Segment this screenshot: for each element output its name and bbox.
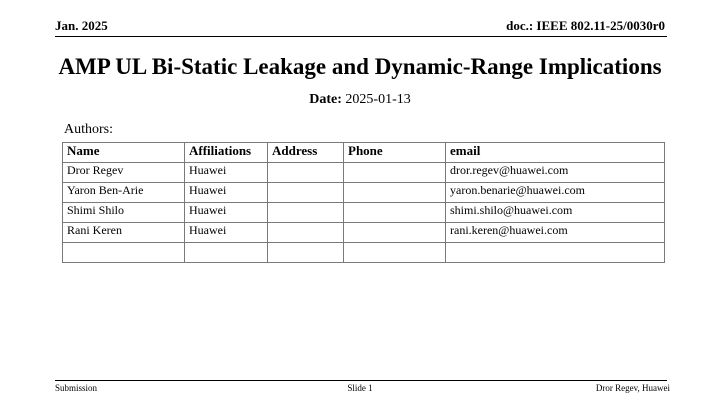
cell-name: Yaron Ben-Arie: [63, 183, 185, 203]
column-header-email: email: [446, 143, 665, 163]
cell-address: [268, 183, 344, 203]
cell-address: [268, 223, 344, 243]
cell-address: [268, 243, 344, 263]
cell-email: dror.regev@huawei.com: [446, 163, 665, 183]
cell-email: yaron.benarie@huawei.com: [446, 183, 665, 203]
cell-email: [446, 243, 665, 263]
cell-affiliation: Huawei: [185, 223, 268, 243]
column-header-name: Name: [63, 143, 185, 163]
authors-table: [62, 142, 665, 263]
header-date: Jan. 2025: [55, 18, 108, 33]
cell-name: Rani Keren: [63, 223, 185, 243]
table-row: [63, 203, 665, 223]
column-header-address: Address: [268, 143, 344, 163]
table-row: [63, 223, 665, 243]
cell-email: rani.keren@huawei.com: [446, 223, 665, 243]
table-row: [63, 163, 665, 183]
cell-address: [268, 203, 344, 223]
date-line: [0, 92, 720, 108]
column-header-phone: Phone: [344, 143, 446, 163]
footer-slide-number: Slide 1: [347, 383, 373, 393]
footer-divider: [55, 380, 667, 381]
cell-address: [268, 163, 344, 183]
slide-title: AMP UL Bi-Static Leakage and Dynamic-Range Implications: [58, 54, 662, 79]
cell-name: [63, 243, 185, 263]
cell-affiliation: [185, 243, 268, 263]
table-header-row: [63, 143, 665, 163]
date-label: Date:: [309, 92, 342, 107]
cell-phone: [344, 203, 446, 223]
footer-submission: Submission: [55, 383, 98, 393]
date-value: 2025-01-13: [345, 92, 411, 107]
cell-name: Shimi Shilo: [63, 203, 185, 223]
cell-phone: [344, 183, 446, 203]
authors-label: Authors:: [64, 122, 113, 137]
footer-author: Dror Regev, Huawei: [595, 383, 670, 393]
cell-affiliation: Huawei: [185, 163, 268, 183]
cell-affiliation: Huawei: [185, 203, 268, 223]
table-row: [63, 243, 665, 263]
column-header-affiliations: Affiliations: [185, 143, 268, 163]
cell-name: Dror Regev: [63, 163, 185, 183]
cell-phone: [344, 163, 446, 183]
header-divider: [55, 36, 667, 37]
header-doc-id: doc.: IEEE 802.11-25/0030r0: [506, 18, 665, 33]
cell-phone: [344, 223, 446, 243]
table-row: [63, 183, 665, 203]
cell-phone: [344, 243, 446, 263]
cell-email: shimi.shilo@huawei.com: [446, 203, 665, 223]
cell-affiliation: Huawei: [185, 183, 268, 203]
